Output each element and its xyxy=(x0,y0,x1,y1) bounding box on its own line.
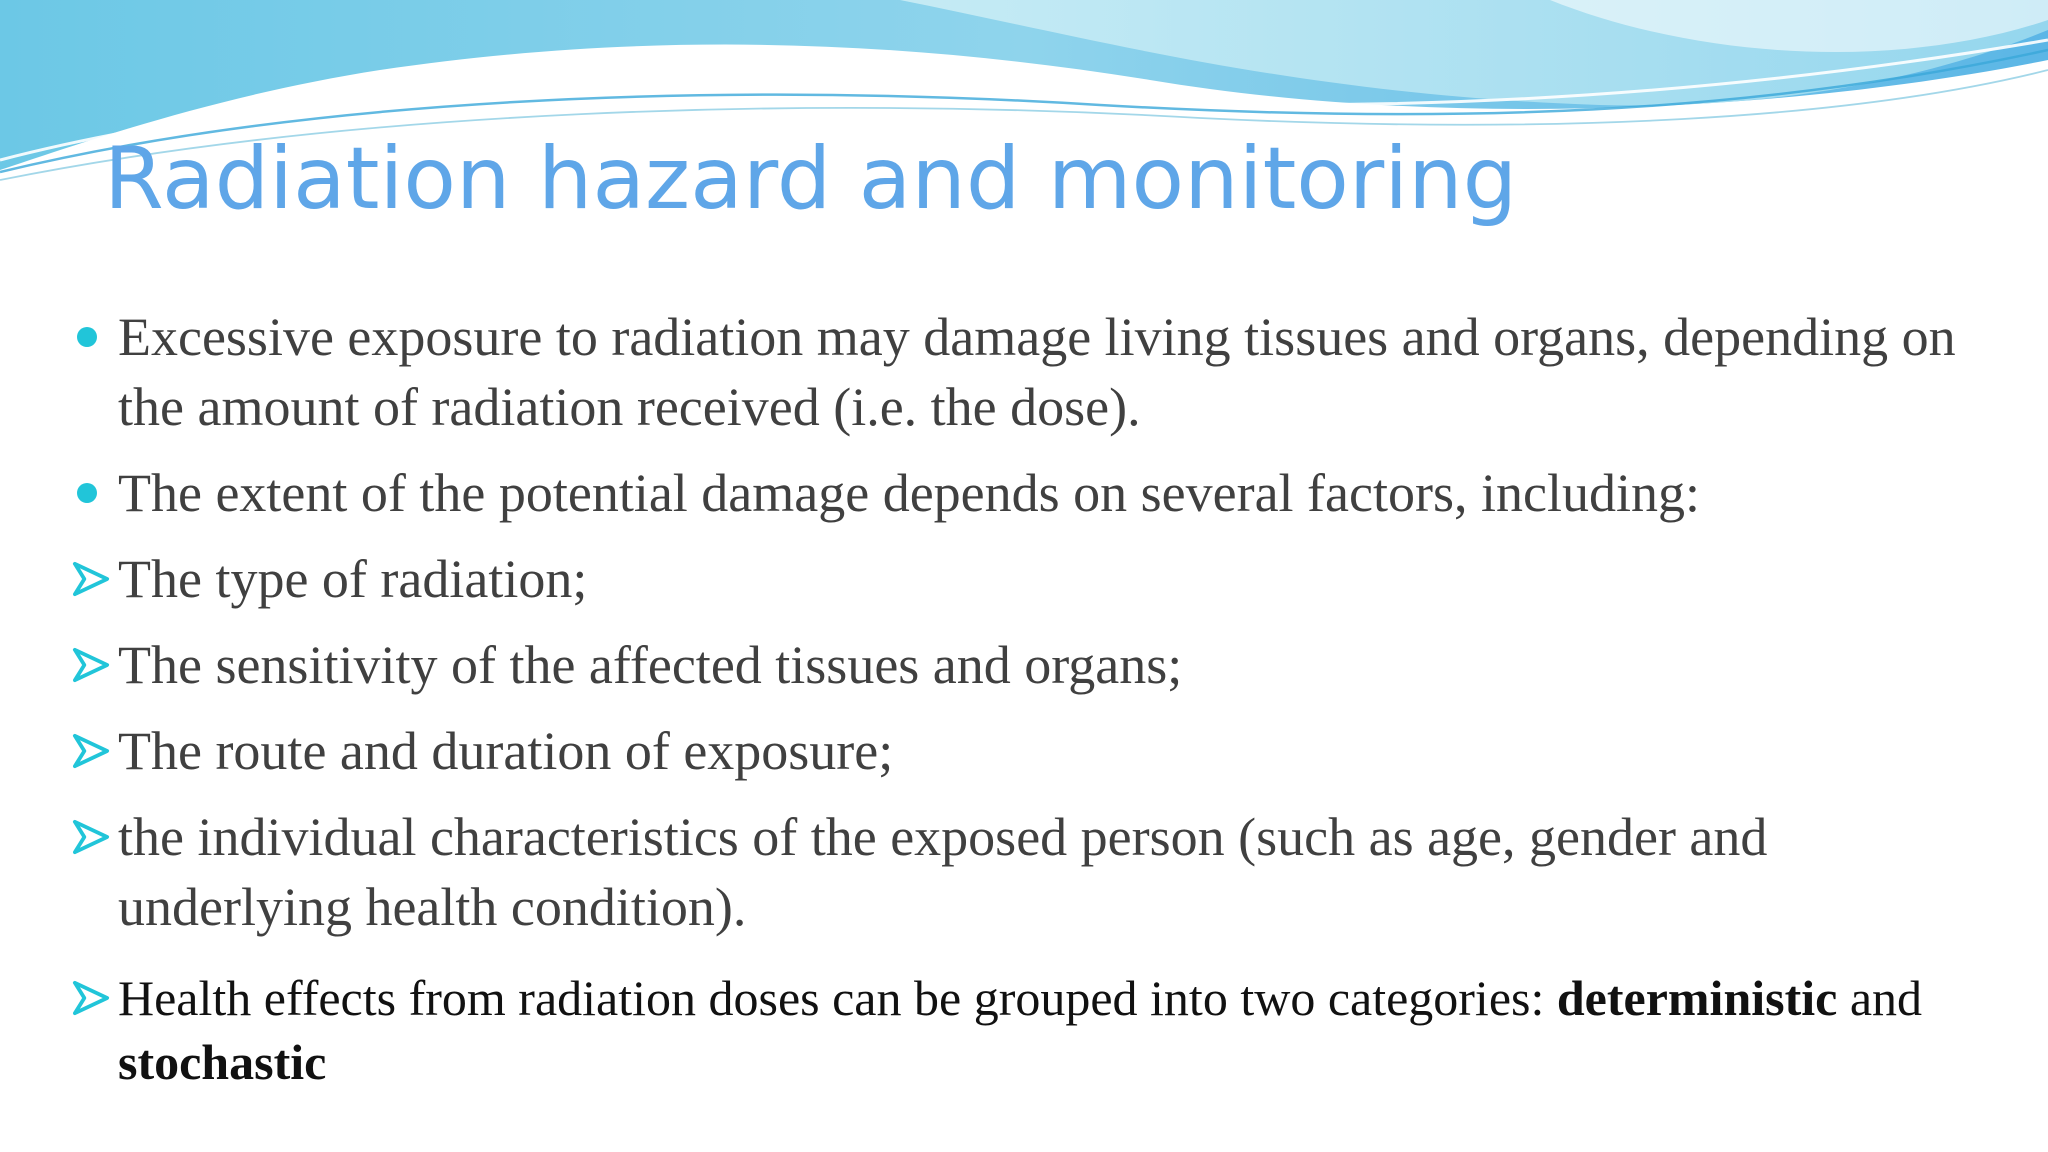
bullet-text: The extent of the potential damage depends on several factors, including: xyxy=(118,463,1700,523)
bullet-dot-icon xyxy=(72,458,112,528)
bullet-joiner: and xyxy=(1837,970,1923,1026)
bullet-item xyxy=(72,302,2002,442)
bullet-item xyxy=(72,458,2002,528)
term-deterministic: deterministic xyxy=(1556,970,1838,1026)
bullet-text: The sensitivity of the affected tissues and organs; xyxy=(118,635,1183,695)
bullet-item-health-effects xyxy=(72,966,2002,1094)
bullet-list xyxy=(72,302,2002,1094)
bullet-item xyxy=(72,716,2002,786)
bullet-dot-icon xyxy=(72,302,112,372)
arrow-bullet-icon xyxy=(72,802,112,872)
bullet-text: The route and duration of exposure; xyxy=(118,721,894,781)
arrow-bullet-icon xyxy=(72,966,112,1030)
term-stochastic: stochastic xyxy=(118,1034,327,1090)
bullet-item xyxy=(72,630,2002,700)
bullet-text: Health effects from radiation doses can be grouped into two categories: xyxy=(118,970,1557,1026)
arrow-bullet-icon xyxy=(72,716,112,786)
bullet-text: the individual characteristics of the exposed person (such as age, gender and underlying health condition). xyxy=(118,807,1768,937)
bullet-text: Excessive exposure to radiation may damage living tissues and organs, depending on the amount of radiation received (i.e. the dose). xyxy=(118,307,1956,437)
arrow-bullet-icon xyxy=(72,630,112,700)
bullet-item xyxy=(72,802,2002,942)
slide-title: Radiation hazard and monitoring xyxy=(104,129,1518,229)
bullet-text: The type of radiation; xyxy=(118,549,588,609)
bullet-item xyxy=(72,544,2002,614)
arrow-bullet-icon xyxy=(72,544,112,614)
